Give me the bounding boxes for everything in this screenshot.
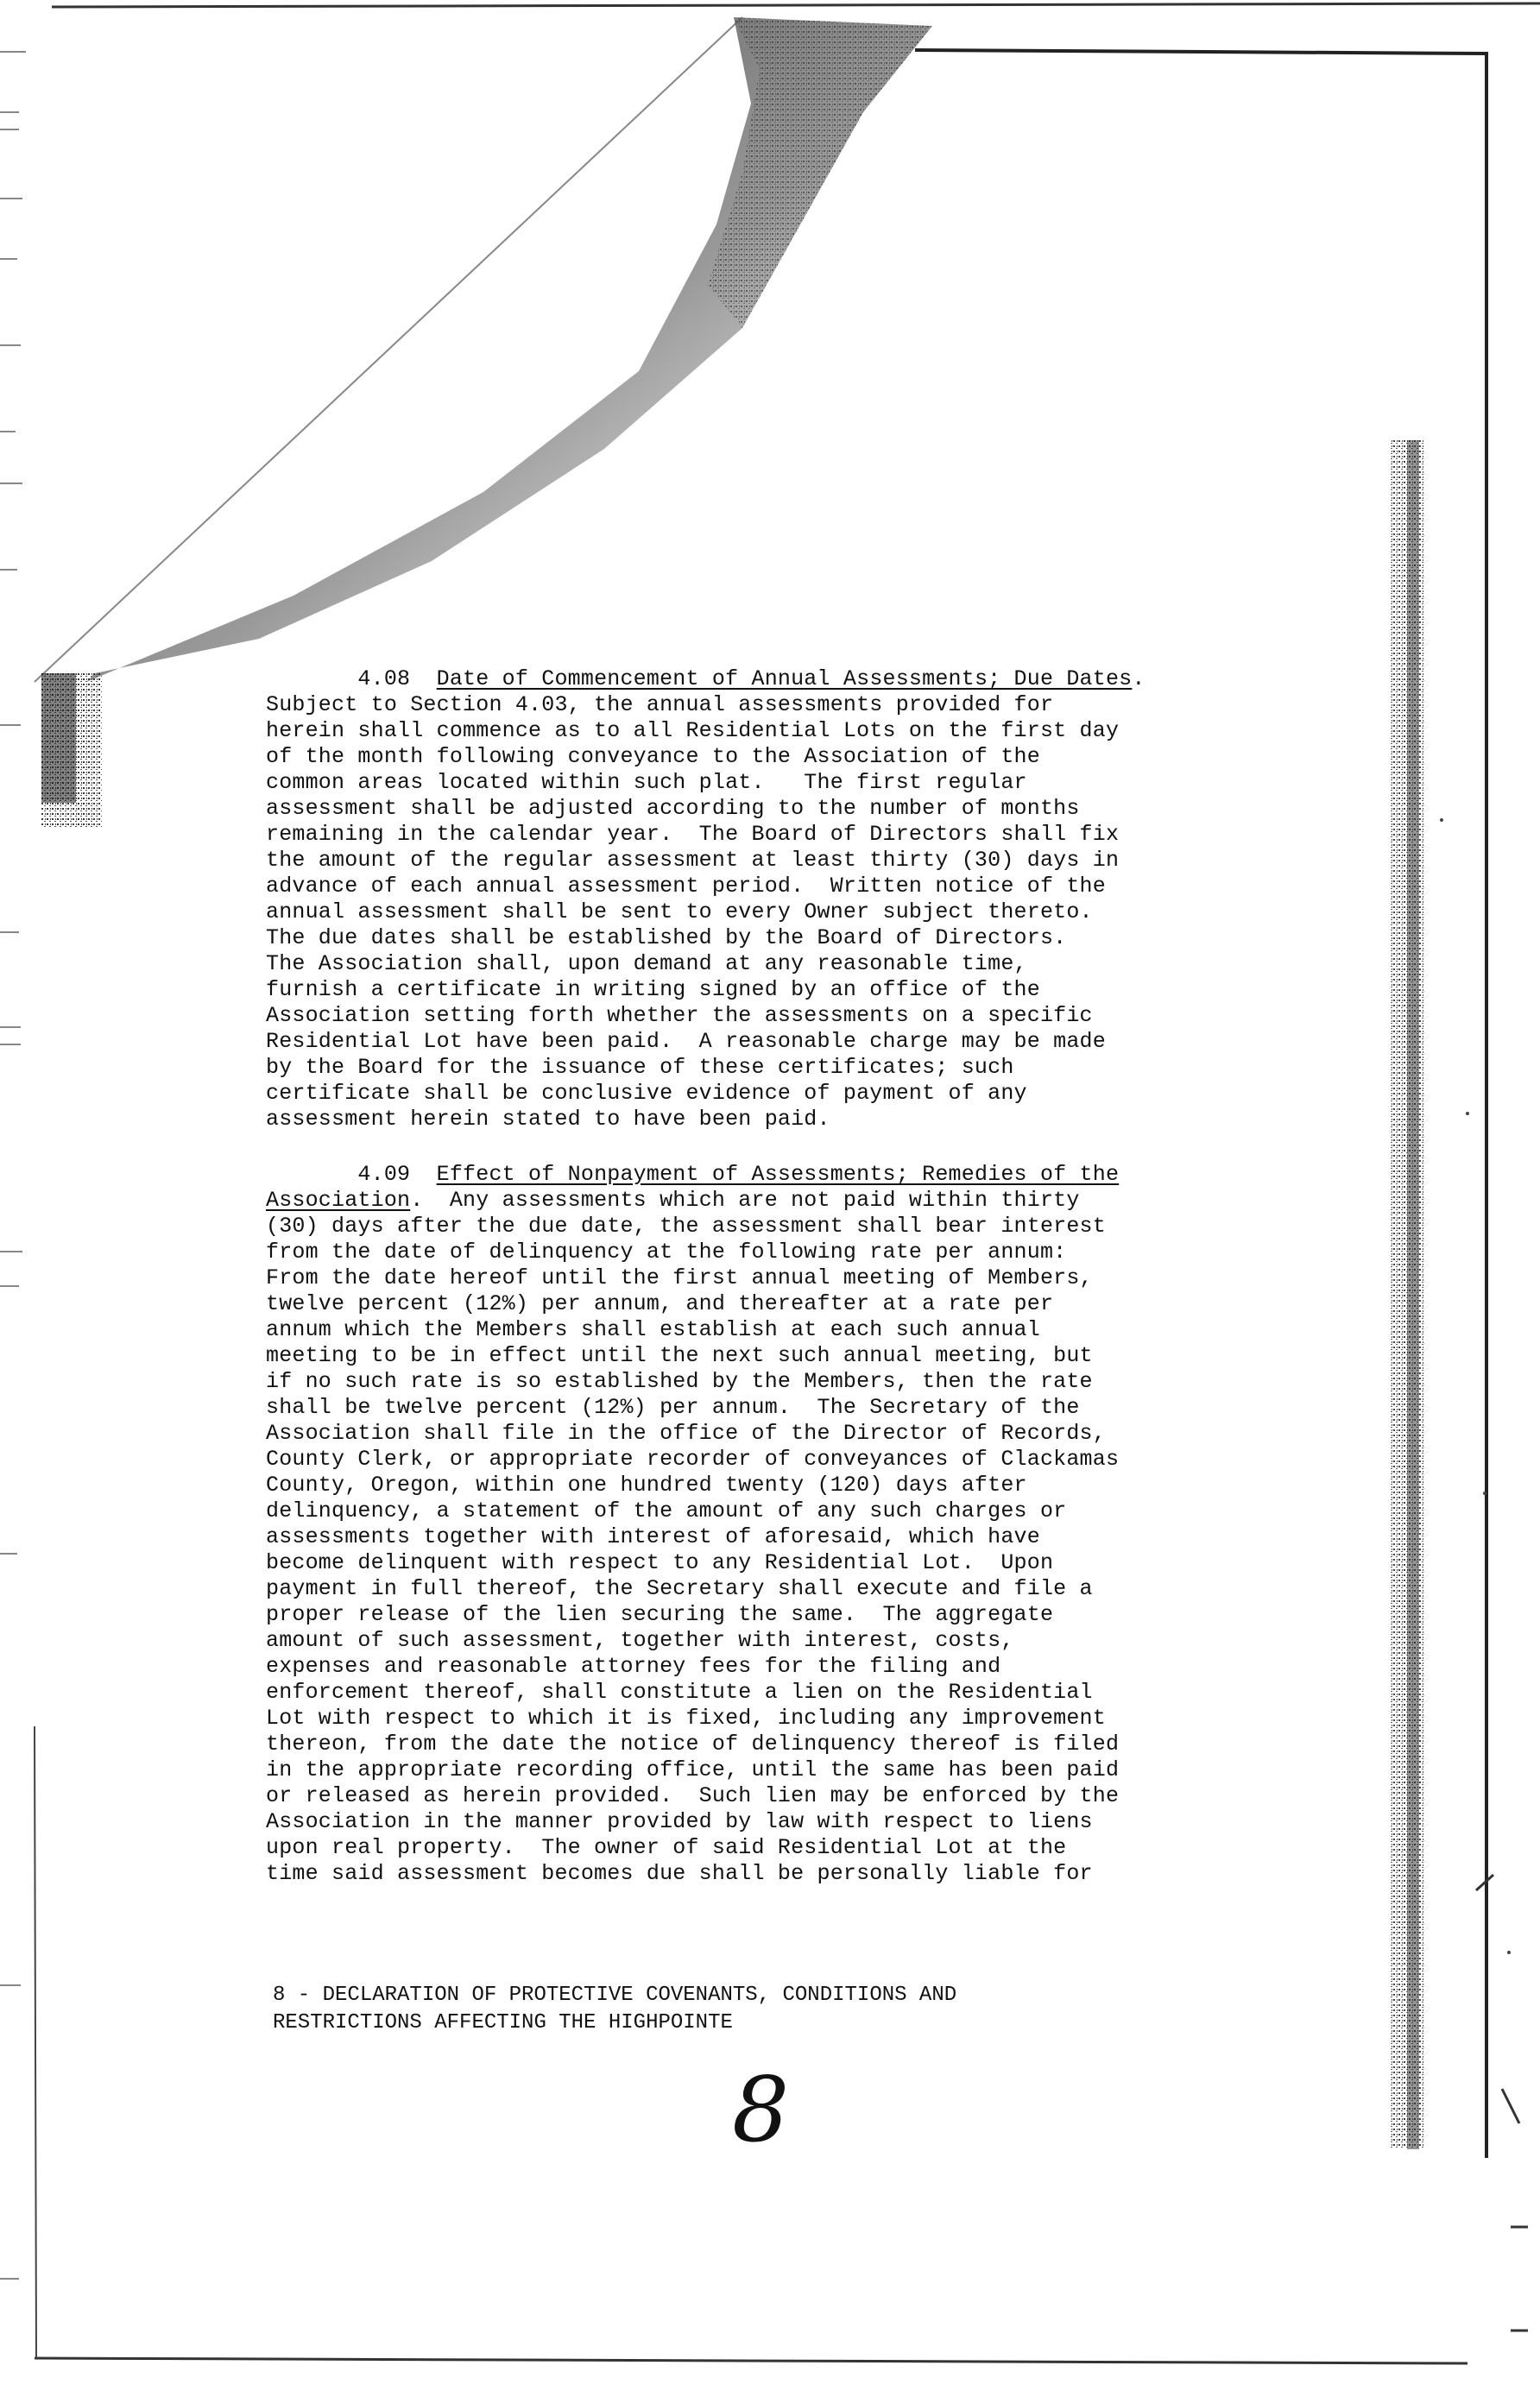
section-4-09-line: assessments together with interest of aforesaid, which have xyxy=(266,1524,1040,1549)
section-4-08-heading-line xyxy=(266,666,1267,692)
section-4-09-line: Association in the manner provided by law with respect to liens xyxy=(266,1809,1093,1834)
section-4-09-first-line-rest: . Any assessments which are not paid within thirty xyxy=(410,1188,1080,1213)
section-4-08-line: remaining in the calendar year. The Board of Directors shall fix xyxy=(266,822,1120,847)
section-4-09-line: upon real property. The owner of said Residential Lot at the xyxy=(266,1835,1067,1860)
page-footer xyxy=(273,1982,956,2037)
section-4-08-line: Subject to Section 4.03, the annual assessments provided for xyxy=(266,692,1054,717)
handwritten-page-number: 8 xyxy=(732,2057,790,2162)
section-4-09-line: shall be twelve percent (12%) per annum. The Secretary of the xyxy=(266,1395,1080,1420)
section-4-09-line: County Clerk, or appropriate recorder of conveyances of Clackamas xyxy=(266,1447,1120,1472)
section-4-09-line: enforcement thereof, shall constitute a lien on the Residential xyxy=(266,1680,1093,1705)
section-4-08-heading: Date of Commencement of Annual Assessments; Due Dates xyxy=(436,666,1133,691)
left-margin-marks xyxy=(0,52,26,2279)
footer-line-2: RESTRICTIONS AFFECTING THE HIGHPOINTE xyxy=(273,2011,733,2034)
section-4-09-line: Association shall file in the office of the Director of Records, xyxy=(266,1421,1106,1446)
section-4-08-line: herein shall commence as to all Residential Lots on the first day xyxy=(266,718,1120,743)
section-4-09-line: in the appropriate recording office, until the same has been paid xyxy=(266,1757,1120,1782)
section-4-09-line: (30) days after the due date, the assessment shall bear interest xyxy=(266,1214,1106,1239)
section-4-08-line: The due dates shall be established by the Board of Directors. xyxy=(266,925,1067,950)
section-4-09-line: proper release of the lien securing the same. The aggregate xyxy=(266,1602,1054,1627)
top-border-line xyxy=(52,3,1540,7)
section-4-09-line: become delinquent with respect to any Residential Lot. Upon xyxy=(266,1550,1054,1575)
section-4-09-line: County, Oregon, within one hundred twenty (120) days after xyxy=(266,1473,1027,1498)
section-4-08 xyxy=(266,666,1267,1132)
section-4-09-line: Lot with respect to which it is fixed, including any improvement xyxy=(266,1706,1106,1731)
footer-line-1: 8 - DECLARATION OF PROTECTIVE COVENANTS, CONDITIONS AND xyxy=(273,1984,957,2007)
section-4-08-line: furnish a certificate in writing signed by an office of the xyxy=(266,977,1040,1002)
right-margin-marks xyxy=(1476,1875,1528,2331)
left-border-line xyxy=(35,1726,36,2358)
section-4-09-line: delinquency, a statement of the amount of any such charges or xyxy=(266,1498,1067,1523)
section-4-08-line: the amount of the regular assessment at least thirty (30) days in xyxy=(266,848,1120,873)
bottom-border-line xyxy=(35,2358,1467,2363)
section-4-09-line: from the date of delinquency at the following rate per annum: xyxy=(266,1240,1067,1265)
section-4-09-line: annum which the Members shall establish at each such annual xyxy=(266,1317,1040,1342)
section-4-08-heading-end: . xyxy=(1132,666,1146,691)
section-4-09-heading-line-2 xyxy=(266,1188,1267,1214)
section-4-08-line: assessment herein stated to have been paid. xyxy=(266,1107,830,1132)
section-4-09-heading-part1: Effect of Nonpayment of Assessments; Remedies of the xyxy=(436,1162,1120,1187)
section-4-09-heading-line xyxy=(266,1162,1267,1188)
section-4-09 xyxy=(266,1162,1267,1887)
section-4-08-line: certificate shall be conclusive evidence of payment of any xyxy=(266,1081,1027,1106)
section-4-09-line: meeting to be in effect until the next such annual meeting, but xyxy=(266,1343,1093,1368)
section-4-08-line: Association setting forth whether the assessments on a specific xyxy=(266,1003,1093,1028)
section-4-09-heading-part2: Association xyxy=(266,1188,411,1213)
section-4-09-line: expenses and reasonable attorney fees for the filing and xyxy=(266,1654,1001,1679)
section-4-08-line: advance of each annual assessment period. Written notice of the xyxy=(266,874,1106,899)
section-4-09-line: payment in full thereof, the Secretary shall execute and file a xyxy=(266,1576,1093,1601)
section-4-09-line: time said assessment becomes due shall be personally liable for xyxy=(266,1861,1093,1886)
section-4-08-line: of the month following conveyance to the Association of the xyxy=(266,744,1040,769)
section-4-08-line: annual assessment shall be sent to every Owner subject thereto. xyxy=(266,899,1093,924)
section-4-08-line: The Association shall, upon demand at any reasonable time, xyxy=(266,951,1027,976)
section-4-09-line: or released as herein provided. Such lien may be enforced by the xyxy=(266,1783,1120,1808)
section-4-08-line: assessment shall be adjusted according to the number of months xyxy=(266,796,1080,821)
section-4-08-number: 4.08 xyxy=(357,666,411,691)
section-4-08-line: by the Board for the issuance of these certificates; such xyxy=(266,1055,1014,1080)
section-4-09-line: thereon, from the date the notice of delinquency thereof is filed xyxy=(266,1732,1120,1757)
section-4-09-line: if no such rate is so established by the Members, then the rate xyxy=(266,1369,1093,1394)
section-4-08-line: common areas located within such plat. The first regular xyxy=(266,770,1027,795)
section-4-09-line: twelve percent (12%) per annum, and thereafter at a rate per xyxy=(266,1291,1054,1316)
section-4-09-number: 4.09 xyxy=(357,1162,411,1187)
section-4-09-line: From the date hereof until the first annual meeting of Members, xyxy=(266,1265,1093,1290)
section-4-09-line: amount of such assessment, together with interest, costs, xyxy=(266,1628,1014,1653)
section-4-08-line: Residential Lot have been paid. A reasonable charge may be made xyxy=(266,1029,1106,1054)
